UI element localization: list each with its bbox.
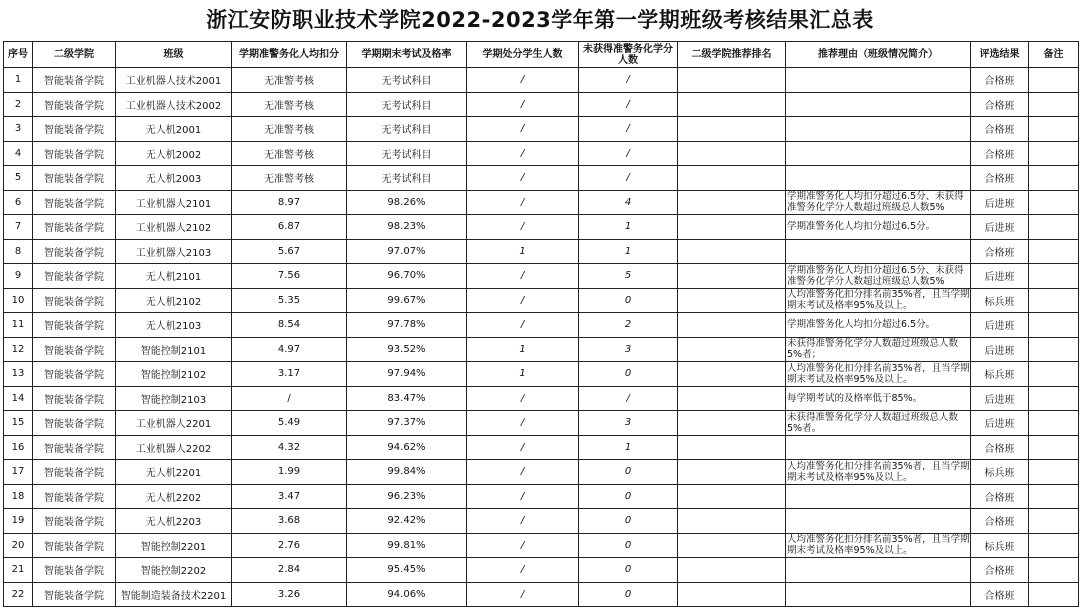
cell-no: 10 <box>4 288 33 313</box>
cell-no-credit: 0 <box>579 484 678 509</box>
cell-rank <box>678 264 786 289</box>
cell-class: 无人机2003 <box>116 166 232 191</box>
cell-note <box>1029 460 1079 485</box>
cell-note <box>1029 288 1079 313</box>
cell-deduct: 5.67 <box>232 239 347 264</box>
cell-college: 智能装备学院 <box>33 582 116 607</box>
cell-college: 智能装备学院 <box>33 288 116 313</box>
cell-pass-rate: 97.78% <box>347 313 467 338</box>
cell-pass-rate: 无考试科目 <box>347 68 467 93</box>
cell-deduct: 3.26 <box>232 582 347 607</box>
cell-reason <box>786 141 971 166</box>
cell-no-credit: / <box>579 117 678 142</box>
cell-result: 后进班 <box>971 337 1029 362</box>
table-row <box>4 215 1079 240</box>
cell-result: 后进班 <box>971 313 1029 338</box>
cell-note <box>1029 362 1079 387</box>
cell-pass-rate: 99.81% <box>347 533 467 558</box>
cell-class: 无人机2103 <box>116 313 232 338</box>
cell-no: 15 <box>4 411 33 436</box>
cell-result: 合格班 <box>971 166 1029 191</box>
cell-reason <box>786 239 971 264</box>
cell-college: 智能装备学院 <box>33 509 116 534</box>
cell-college: 智能装备学院 <box>33 337 116 362</box>
header-deduct: 学期准警务化人均扣分 <box>232 42 347 68</box>
cell-deduct: 无准警考核 <box>232 68 347 93</box>
cell-pass-rate: 94.06% <box>347 582 467 607</box>
cell-result: 合格班 <box>971 141 1029 166</box>
cell-college: 智能装备学院 <box>33 190 116 215</box>
cell-punish: / <box>467 190 579 215</box>
header-row <box>4 42 1079 68</box>
cell-no: 1 <box>4 68 33 93</box>
cell-no: 6 <box>4 190 33 215</box>
cell-deduct: 无准警考核 <box>232 141 347 166</box>
cell-college: 智能装备学院 <box>33 215 116 240</box>
cell-college: 智能装备学院 <box>33 533 116 558</box>
cell-rank <box>678 411 786 436</box>
table-row <box>4 190 1079 215</box>
table-row <box>4 411 1079 436</box>
cell-college: 智能装备学院 <box>33 141 116 166</box>
table-row <box>4 313 1079 338</box>
cell-no-credit: 4 <box>579 190 678 215</box>
cell-deduct: 4.97 <box>232 337 347 362</box>
table-row <box>4 92 1079 117</box>
cell-no: 7 <box>4 215 33 240</box>
cell-deduct: 1.99 <box>232 460 347 485</box>
cell-deduct: 3.17 <box>232 362 347 387</box>
table-row <box>4 509 1079 534</box>
cell-result: 合格班 <box>971 558 1029 583</box>
cell-reason <box>786 509 971 534</box>
cell-result: 后进班 <box>971 264 1029 289</box>
table-row <box>4 435 1079 460</box>
header-reason: 推荐理由（班级情况简介） <box>786 42 971 68</box>
cell-note <box>1029 582 1079 607</box>
cell-punish: / <box>467 313 579 338</box>
cell-college: 智能装备学院 <box>33 264 116 289</box>
cell-reason: 学期准警务化人均扣分超过6.5分。 <box>786 313 971 338</box>
table-row <box>4 264 1079 289</box>
cell-class: 智能控制2103 <box>116 386 232 411</box>
cell-punish: / <box>467 558 579 583</box>
cell-pass-rate: 无考试科目 <box>347 141 467 166</box>
cell-college: 智能装备学院 <box>33 411 116 436</box>
cell-punish: / <box>467 386 579 411</box>
cell-punish: / <box>467 509 579 534</box>
cell-college: 智能装备学院 <box>33 166 116 191</box>
cell-result: 合格班 <box>971 435 1029 460</box>
cell-note <box>1029 484 1079 509</box>
cell-punish: / <box>467 117 579 142</box>
cell-deduct: 7.56 <box>232 264 347 289</box>
cell-reason: 每学期考试的及格率低于85%。 <box>786 386 971 411</box>
cell-note <box>1029 264 1079 289</box>
cell-class: 无人机2002 <box>116 141 232 166</box>
cell-punish: / <box>467 68 579 93</box>
cell-result: 标兵班 <box>971 288 1029 313</box>
cell-reason <box>786 582 971 607</box>
cell-no-credit: 0 <box>579 509 678 534</box>
cell-pass-rate: 97.37% <box>347 411 467 436</box>
cell-college: 智能装备学院 <box>33 239 116 264</box>
cell-deduct: 5.35 <box>232 288 347 313</box>
cell-class: 工业机器人2101 <box>116 190 232 215</box>
cell-class: 工业机器人2202 <box>116 435 232 460</box>
cell-class: 无人机2102 <box>116 288 232 313</box>
cell-no: 12 <box>4 337 33 362</box>
cell-punish: / <box>467 411 579 436</box>
cell-result: 标兵班 <box>971 362 1029 387</box>
cell-result: 标兵班 <box>971 533 1029 558</box>
cell-punish: / <box>467 484 579 509</box>
cell-note <box>1029 509 1079 534</box>
cell-class: 无人机2201 <box>116 460 232 485</box>
cell-pass-rate: 97.94% <box>347 362 467 387</box>
cell-rank <box>678 435 786 460</box>
cell-rank <box>678 92 786 117</box>
cell-college: 智能装备学院 <box>33 117 116 142</box>
cell-class: 工业机器人2102 <box>116 215 232 240</box>
cell-rank <box>678 509 786 534</box>
cell-reason <box>786 68 971 93</box>
cell-no-credit: 0 <box>579 582 678 607</box>
cell-note <box>1029 117 1079 142</box>
cell-rank <box>678 141 786 166</box>
cell-reason: 人均准警务化扣分排名前35%者，且当学期期末考试及格率95%及以上。 <box>787 289 970 312</box>
cell-deduct: 5.49 <box>232 411 347 436</box>
cell-pass-rate: 94.62% <box>347 435 467 460</box>
cell-college: 智能装备学院 <box>33 484 116 509</box>
cell-result: 后进班 <box>971 190 1029 215</box>
cell-punish: / <box>467 288 579 313</box>
cell-punish: / <box>467 435 579 460</box>
table-row <box>4 288 1079 313</box>
cell-punish: / <box>467 92 579 117</box>
cell-note <box>1029 558 1079 583</box>
cell-no: 8 <box>4 239 33 264</box>
cell-result: 合格班 <box>971 509 1029 534</box>
cell-deduct: 4.32 <box>232 435 347 460</box>
cell-result: 后进班 <box>971 215 1029 240</box>
cell-reason: 学期准警务化人均扣分超过6.5分。 <box>786 215 971 240</box>
table-row <box>4 68 1079 93</box>
cell-pass-rate: 98.23% <box>347 215 467 240</box>
cell-note <box>1029 68 1079 93</box>
cell-deduct: 8.97 <box>232 190 347 215</box>
cell-no: 17 <box>4 460 33 485</box>
cell-rank <box>678 166 786 191</box>
table-row <box>4 141 1079 166</box>
table-row <box>4 582 1079 607</box>
cell-reason <box>786 166 971 191</box>
cell-class: 工业机器人技术2002 <box>116 92 232 117</box>
cell-note <box>1029 190 1079 215</box>
cell-note <box>1029 435 1079 460</box>
header-note: 备注 <box>1029 42 1079 68</box>
cell-no-credit: / <box>579 68 678 93</box>
cell-punish: / <box>467 141 579 166</box>
cell-punish: / <box>467 460 579 485</box>
cell-note <box>1029 386 1079 411</box>
cell-pass-rate: 98.26% <box>347 190 467 215</box>
cell-deduct: 无准警考核 <box>232 166 347 191</box>
header-class: 班级 <box>116 42 232 68</box>
cell-note <box>1029 411 1079 436</box>
cell-pass-rate: 99.67% <box>347 288 467 313</box>
cell-rank <box>678 215 786 240</box>
cell-class: 工业机器人2103 <box>116 239 232 264</box>
cell-no-credit: 1 <box>579 239 678 264</box>
cell-rank <box>678 362 786 387</box>
cell-rank <box>678 337 786 362</box>
table-row <box>4 386 1079 411</box>
cell-deduct: 无准警考核 <box>232 117 347 142</box>
cell-pass-rate: 83.47% <box>347 386 467 411</box>
cell-rank <box>678 68 786 93</box>
cell-no: 14 <box>4 386 33 411</box>
cell-note <box>1029 166 1079 191</box>
results-table <box>3 41 1079 607</box>
cell-pass-rate: 96.70% <box>347 264 467 289</box>
cell-no: 5 <box>4 166 33 191</box>
cell-reason: 人均准警务化扣分排名前35%者，且当学期期末考试及格率95%及以上。 <box>787 362 970 385</box>
header-punish: 学期处分学生人数 <box>467 42 579 68</box>
cell-rank <box>678 117 786 142</box>
cell-class: 工业机器人技术2001 <box>116 68 232 93</box>
cell-reason <box>786 484 971 509</box>
cell-reason: 人均准警务化扣分排名前35%者，且当学期期末考试及格率95%及以上。 <box>787 534 970 557</box>
cell-no-credit: 2 <box>579 313 678 338</box>
cell-college: 智能装备学院 <box>33 68 116 93</box>
header-result: 评选结果 <box>971 42 1029 68</box>
cell-rank <box>678 484 786 509</box>
cell-reason: 学期准警务化人均扣分超过6.5分、未获得准警务化学分人数超过班级总人数5% <box>786 264 971 289</box>
cell-pass-rate: 95.45% <box>347 558 467 583</box>
cell-deduct: 2.76 <box>232 533 347 558</box>
cell-college: 智能装备学院 <box>33 313 116 338</box>
cell-class: 智能控制2102 <box>116 362 232 387</box>
cell-result: 合格班 <box>971 484 1029 509</box>
cell-college: 智能装备学院 <box>33 92 116 117</box>
cell-class: 智能控制2101 <box>116 337 232 362</box>
cell-note <box>1029 533 1079 558</box>
table-row <box>4 166 1079 191</box>
header-no: 序号 <box>4 42 33 68</box>
cell-result: 后进班 <box>971 411 1029 436</box>
header-rank: 二级学院推荐排名 <box>678 42 786 68</box>
cell-college: 智能装备学院 <box>33 362 116 387</box>
table-row <box>4 558 1079 583</box>
cell-class: 工业机器人2201 <box>116 411 232 436</box>
cell-note <box>1029 239 1079 264</box>
cell-college: 智能装备学院 <box>33 558 116 583</box>
cell-result: 后进班 <box>971 386 1029 411</box>
cell-deduct: 3.47 <box>232 484 347 509</box>
table-row <box>4 533 1079 558</box>
cell-no: 13 <box>4 362 33 387</box>
cell-reason <box>786 117 971 142</box>
cell-punish: 1 <box>467 239 579 264</box>
cell-reason <box>786 558 971 583</box>
cell-deduct: 3.68 <box>232 509 347 534</box>
cell-no-credit: / <box>579 141 678 166</box>
cell-punish: / <box>467 582 579 607</box>
cell-no-credit: / <box>579 166 678 191</box>
cell-result: 合格班 <box>971 582 1029 607</box>
cell-no: 9 <box>4 264 33 289</box>
cell-rank <box>678 313 786 338</box>
cell-class: 智能控制2202 <box>116 558 232 583</box>
cell-deduct: 2.84 <box>232 558 347 583</box>
cell-no: 16 <box>4 435 33 460</box>
cell-rank <box>678 533 786 558</box>
cell-punish: / <box>467 166 579 191</box>
cell-note <box>1029 92 1079 117</box>
cell-college: 智能装备学院 <box>33 460 116 485</box>
cell-pass-rate: 92.42% <box>347 509 467 534</box>
cell-rank <box>678 558 786 583</box>
cell-rank <box>678 386 786 411</box>
cell-no-credit: 3 <box>579 337 678 362</box>
cell-class: 无人机2101 <box>116 264 232 289</box>
cell-no: 21 <box>4 558 33 583</box>
cell-no-credit: 1 <box>579 435 678 460</box>
cell-result: 合格班 <box>971 92 1029 117</box>
cell-result: 合格班 <box>971 239 1029 264</box>
cell-pass-rate: 无考试科目 <box>347 92 467 117</box>
table-row <box>4 484 1079 509</box>
cell-reason: 未获得准警务化学分人数超过班级总人数5%者； <box>786 337 971 362</box>
cell-no: 18 <box>4 484 33 509</box>
cell-no-credit: / <box>579 386 678 411</box>
cell-no-credit: 0 <box>579 558 678 583</box>
cell-pass-rate: 93.52% <box>347 337 467 362</box>
cell-no: 22 <box>4 582 33 607</box>
cell-rank <box>678 582 786 607</box>
cell-punish: / <box>467 215 579 240</box>
cell-rank <box>678 288 786 313</box>
cell-pass-rate: 无考试科目 <box>347 117 467 142</box>
cell-class: 无人机2203 <box>116 509 232 534</box>
cell-no: 3 <box>4 117 33 142</box>
cell-class: 智能控制2201 <box>116 533 232 558</box>
cell-punish: 1 <box>467 362 579 387</box>
cell-no-credit: 1 <box>579 215 678 240</box>
cell-pass-rate: 无考试科目 <box>347 166 467 191</box>
cell-no-credit: 0 <box>579 288 678 313</box>
cell-college: 智能装备学院 <box>33 386 116 411</box>
cell-deduct: 8.54 <box>232 313 347 338</box>
cell-class: 无人机2202 <box>116 484 232 509</box>
cell-no: 4 <box>4 141 33 166</box>
cell-deduct: 无准警考核 <box>232 92 347 117</box>
cell-result: 合格班 <box>971 68 1029 93</box>
cell-no: 20 <box>4 533 33 558</box>
cell-pass-rate: 99.84% <box>347 460 467 485</box>
table-row <box>4 362 1079 387</box>
cell-pass-rate: 96.23% <box>347 484 467 509</box>
cell-class: 智能制造装备技术2201 <box>116 582 232 607</box>
cell-college: 智能装备学院 <box>33 435 116 460</box>
header-no-credit: 未获得准警务化学分人数 <box>579 42 678 68</box>
page-title: 浙江安防职业技术学院2022-2023学年第一学期班级考核结果汇总表 <box>206 8 874 32</box>
header-pass-rate: 学期期末考试及格率 <box>347 42 467 68</box>
cell-reason: 未获得准警务化学分人数超过班级总人数5%者。 <box>786 411 971 436</box>
cell-rank <box>678 460 786 485</box>
cell-reason: 人均准警务化扣分排名前35%者，且当学期期末考试及格率95%及以上。 <box>787 460 970 483</box>
cell-class: 无人机2001 <box>116 117 232 142</box>
cell-no: 2 <box>4 92 33 117</box>
cell-no-credit: 0 <box>579 533 678 558</box>
cell-reason <box>786 435 971 460</box>
table-row <box>4 460 1079 485</box>
cell-no-credit: 0 <box>579 362 678 387</box>
cell-note <box>1029 313 1079 338</box>
cell-punish: / <box>467 533 579 558</box>
header-college: 二级学院 <box>33 42 116 68</box>
cell-reason <box>786 92 971 117</box>
cell-punish: / <box>467 264 579 289</box>
cell-deduct: / <box>232 386 347 411</box>
cell-deduct: 6.87 <box>232 215 347 240</box>
cell-rank <box>678 239 786 264</box>
table-row <box>4 337 1079 362</box>
cell-no-credit: / <box>579 92 678 117</box>
cell-no-credit: 0 <box>579 460 678 485</box>
table-row <box>4 239 1079 264</box>
cell-no: 19 <box>4 509 33 534</box>
cell-note <box>1029 337 1079 362</box>
cell-no: 11 <box>4 313 33 338</box>
cell-note <box>1029 215 1079 240</box>
cell-punish: 1 <box>467 337 579 362</box>
cell-no-credit: 5 <box>579 264 678 289</box>
cell-result: 合格班 <box>971 117 1029 142</box>
table-row <box>4 117 1079 142</box>
cell-rank <box>678 190 786 215</box>
cell-note <box>1029 141 1079 166</box>
cell-result: 标兵班 <box>971 460 1029 485</box>
cell-pass-rate: 97.07% <box>347 239 467 264</box>
cell-no-credit: 3 <box>579 411 678 436</box>
cell-reason: 学期准警务化人均扣分超过6.5分、未获得准警务化学分人数超过班级总人数5% <box>786 190 971 215</box>
